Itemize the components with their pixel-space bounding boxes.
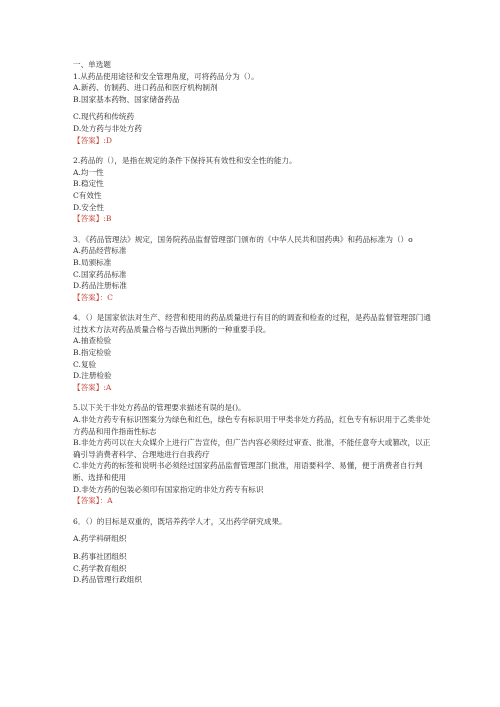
option: A.抽查检验 xyxy=(73,336,112,346)
option: C.国家药品标准 xyxy=(73,269,127,279)
spacer xyxy=(73,507,433,516)
section-title: 一、单选题 xyxy=(73,60,111,69)
option: D.注册检验 xyxy=(73,371,112,381)
option: A.非处方药专有标识图案分为绿色和红色，绿色专有标识用于甲类非处方药品，红色专有标识用于乙类非处方药品和用作指南性标志 xyxy=(73,415,431,436)
question-stem: 5.以下关于非处方药品的管理要求描述有误的是()。 xyxy=(73,403,246,413)
option: D.非处方药的包装必须印有国家指定的非处方药专有标识 xyxy=(73,484,264,494)
option: D.药品管理行政组织 xyxy=(73,575,142,585)
question-stem: 4．（）是国家依法对生产、经营和使用的药品质量进行有目的的调查和检查的过程，是药品监督管理部门通过技术方法对药品质量合格与否做出判断的一种重要手段。 xyxy=(73,313,431,334)
answer: 【答案】:A xyxy=(73,382,112,392)
exam-content xyxy=(73,59,433,586)
question-stem: 2.药品的（），是指在规定的条件下保持其有效性和安全性的能力。 xyxy=(73,156,297,166)
option: C.药学教育组织 xyxy=(73,563,127,573)
answer: 【答案】：C xyxy=(73,292,113,302)
option: A.新药、仿制药、进口药品和医疗机构制剂 xyxy=(73,83,218,93)
option: C.复验 xyxy=(73,359,97,369)
option: B.药事社团组织 xyxy=(73,551,127,561)
option: A.药品经营标准 xyxy=(73,246,127,256)
option: C有效性 xyxy=(73,190,102,200)
option: C.现代药和传统药 xyxy=(73,112,135,122)
answer: 【答案】:B xyxy=(73,214,112,224)
option: B.非处方药可以在大众媒介上进行广告宣传，但广告内容必须经过审查、批准，不能任意夸大或篡改，以正确引导消费者科学、合理地进行自我药疗 xyxy=(73,438,431,459)
option: D.安全性 xyxy=(73,202,105,212)
answer: 【答案】：A xyxy=(73,496,113,506)
option: B.局颁标准 xyxy=(73,257,112,267)
spacer xyxy=(73,225,433,234)
option: B.国家基本药物、国家储备药品 xyxy=(73,94,180,104)
question-stem: 1.从药品使用途径和安全管理角度，可将药品分为（）。 xyxy=(73,71,259,81)
option: C.非处方药的标签和说明书必须经过国家药品监督管理部门批准，用语要科学、易懂，便于消费者自行判断、选择和使用 xyxy=(73,461,423,482)
spacer xyxy=(73,393,433,402)
answer: 【答案】:D xyxy=(73,135,113,145)
option: A.均一性 xyxy=(73,167,104,177)
spacer xyxy=(73,146,433,155)
spacer xyxy=(73,303,433,312)
option: B.指定检验 xyxy=(73,348,112,358)
question-stem: 3．《药品管理法》规定，国务院药品监督管理部门颁布的《中华人民共和国药典》和药品标准为（）o xyxy=(73,234,413,244)
option: D.处方药与非处方药 xyxy=(73,123,142,133)
option: D.药品注册标准 xyxy=(73,281,127,291)
option: B.稳定性 xyxy=(73,179,104,189)
option: A.药学科研组织 xyxy=(73,534,127,544)
question-stem: 6．（）的目标是双重的，既培养药学人才，又出药学研究成果。 xyxy=(73,516,287,526)
